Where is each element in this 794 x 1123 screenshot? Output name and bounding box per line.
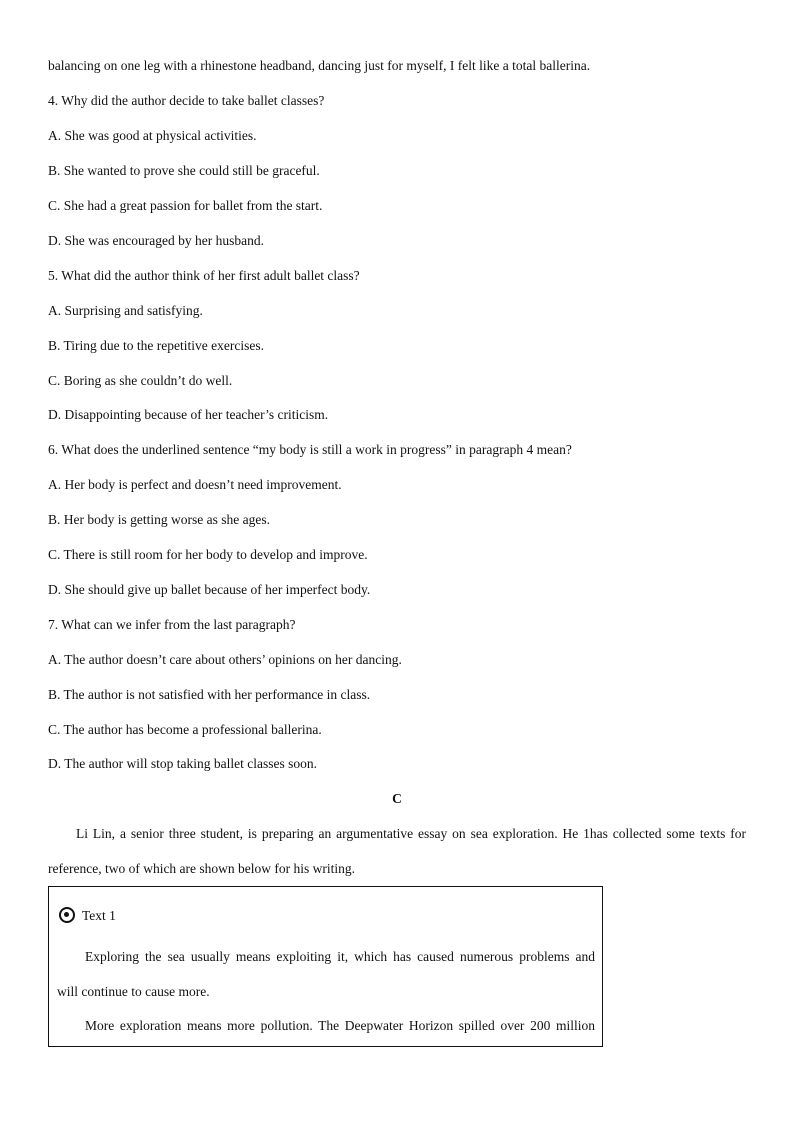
question-stem: 5. What did the author think of her first adult ballet class? [48,268,360,283]
section-heading: C [392,791,402,806]
text-box-para1-line2: will continue to cause more. [57,984,210,999]
option-b: B. Her body is getting worse as she ages. [48,512,270,527]
text-box-title: Text 1 [82,908,116,923]
intro-paragraph-line-2: reference, two of which are shown below for his writing. [48,861,356,876]
option-d: D. She was encouraged by her husband. [48,233,264,248]
option-d: D. The author will stop taking ballet classes soon. [48,756,317,771]
option-d: D. She should give up ballet because of her imperfect body. [48,582,371,597]
bullseye-icon [59,907,75,923]
passage-continuation: balancing on one leg with a rhinestone headband, dancing just for myself, I felt like a total ballerina. [48,58,591,73]
text-1-box [48,886,603,1047]
intro-paragraph-line-1: Li Lin, a senior three student, is preparing an argumentative essay on sea exploration. He 1has collected some texts for [76,826,746,841]
option-c: C. There is still room for her body to develop and improve. [48,547,368,562]
option-a: A. She was good at physical activities. [48,128,257,143]
question-stem: 7. What can we infer from the last paragraph? [48,617,296,632]
option-b: B. Tiring due to the repetitive exercises. [48,338,264,353]
option-c: C. The author has become a professional ballerina. [48,722,322,737]
option-a: A. The author doesn’t care about others’ opinions on her dancing. [48,652,402,667]
question-stem: 6. What does the underlined sentence “my body is still a work in progress” in paragraph 4 mean? [48,442,572,457]
option-c: C. She had a great passion for ballet from the start. [48,198,323,213]
text-box-para2-line1: More exploration means more pollution. The Deepwater Horizon spilled over 200 million [85,1018,595,1033]
option-b: B. The author is not satisfied with her performance in class. [48,687,371,702]
option-b: B. She wanted to prove she could still be graceful. [48,163,320,178]
option-d: D. Disappointing because of her teacher’s criticism. [48,407,329,422]
option-a: A. Her body is perfect and doesn’t need improvement. [48,477,342,492]
question-stem: 4. Why did the author decide to take ballet classes? [48,93,325,108]
option-a: A. Surprising and satisfying. [48,303,203,318]
option-c: C. Boring as she couldn’t do well. [48,373,233,388]
text-box-para1-line1: Exploring the sea usually means exploiting it, which has caused numerous problems and [85,949,595,964]
